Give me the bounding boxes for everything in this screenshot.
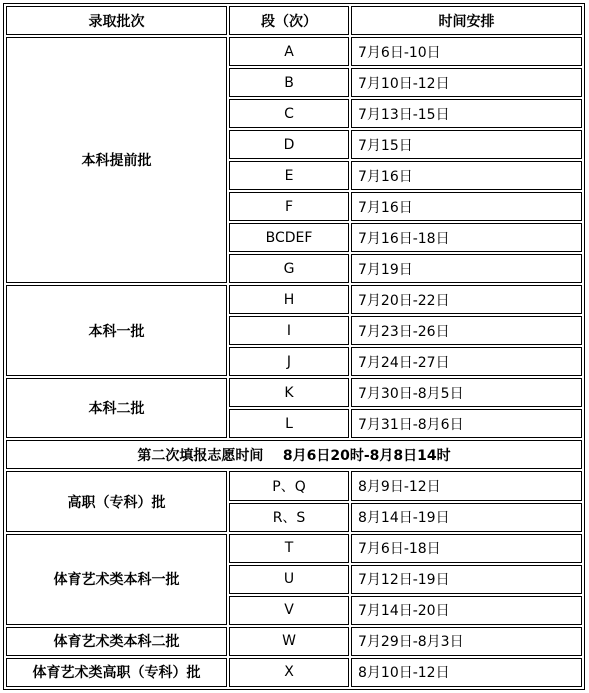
segment-cell: F <box>229 192 349 221</box>
batch-cell: 体育艺术类本科二批 <box>6 627 227 656</box>
segment-cell: I <box>229 316 349 345</box>
segment-cell: R、S <box>229 503 349 532</box>
time-cell: 7月15日 <box>351 130 582 159</box>
segment-cell: L <box>229 409 349 438</box>
batch-cell: 高职（专科）批 <box>6 471 227 531</box>
time-cell: 7月24日-27日 <box>351 347 582 376</box>
segment-cell: D <box>229 130 349 159</box>
segment-cell: B <box>229 68 349 97</box>
segment-cell: T <box>229 534 349 563</box>
segment-cell: A <box>229 37 349 66</box>
batch-cell: 体育艺术类高职（专科）批 <box>6 658 227 687</box>
time-cell: 7月10日-12日 <box>351 68 582 97</box>
time-cell: 7月16日 <box>351 192 582 221</box>
time-cell: 7月16日-18日 <box>351 223 582 252</box>
admission-schedule-table-frame <box>3 3 585 690</box>
segment-cell: W <box>229 627 349 656</box>
time-cell: 7月20日-22日 <box>351 285 582 314</box>
second-application-notice: 第二次填报志愿时间 8月6日20时-8月8日14时 <box>6 440 582 469</box>
batch-cell: 本科提前批 <box>6 37 227 283</box>
table-row <box>6 378 582 407</box>
segment-cell: C <box>229 99 349 128</box>
time-cell: 8月14日-19日 <box>351 503 582 532</box>
header-segment: 段（次） <box>229 6 349 35</box>
time-cell: 7月30日-8月5日 <box>351 378 582 407</box>
segment-cell: P、Q <box>229 471 349 500</box>
header-batch: 录取批次 <box>6 6 227 35</box>
segment-cell: H <box>229 285 349 314</box>
second-application-row <box>6 440 582 469</box>
batch-cell: 本科二批 <box>6 378 227 438</box>
admission-schedule-table <box>4 4 584 689</box>
segment-cell: J <box>229 347 349 376</box>
time-cell: 8月9日-12日 <box>351 471 582 500</box>
time-cell: 7月13日-15日 <box>351 99 582 128</box>
time-cell: 7月23日-26日 <box>351 316 582 345</box>
time-cell: 8月10日-12日 <box>351 658 582 687</box>
time-cell: 7月6日-10日 <box>351 37 582 66</box>
time-cell: 7月19日 <box>351 254 582 283</box>
table-row <box>6 658 582 687</box>
segment-cell: E <box>229 161 349 190</box>
table-row <box>6 37 582 66</box>
table-row <box>6 285 582 314</box>
table-row <box>6 627 582 656</box>
batch-cell: 本科一批 <box>6 285 227 376</box>
segment-cell: X <box>229 658 349 687</box>
time-cell: 7月12日-19日 <box>351 565 582 594</box>
table-row <box>6 534 582 563</box>
time-cell: 7月16日 <box>351 161 582 190</box>
time-cell: 7月14日-20日 <box>351 596 582 625</box>
time-cell: 7月31日-8月6日 <box>351 409 582 438</box>
time-cell: 7月29日-8月3日 <box>351 627 582 656</box>
segment-cell: U <box>229 565 349 594</box>
segment-cell: V <box>229 596 349 625</box>
table-row <box>6 471 582 500</box>
batch-cell: 体育艺术类本科一批 <box>6 534 227 625</box>
time-cell: 7月6日-18日 <box>351 534 582 563</box>
header-time: 时间安排 <box>351 6 582 35</box>
segment-cell: K <box>229 378 349 407</box>
segment-cell: G <box>229 254 349 283</box>
table-header-row <box>6 6 582 35</box>
segment-cell: BCDEF <box>229 223 349 252</box>
